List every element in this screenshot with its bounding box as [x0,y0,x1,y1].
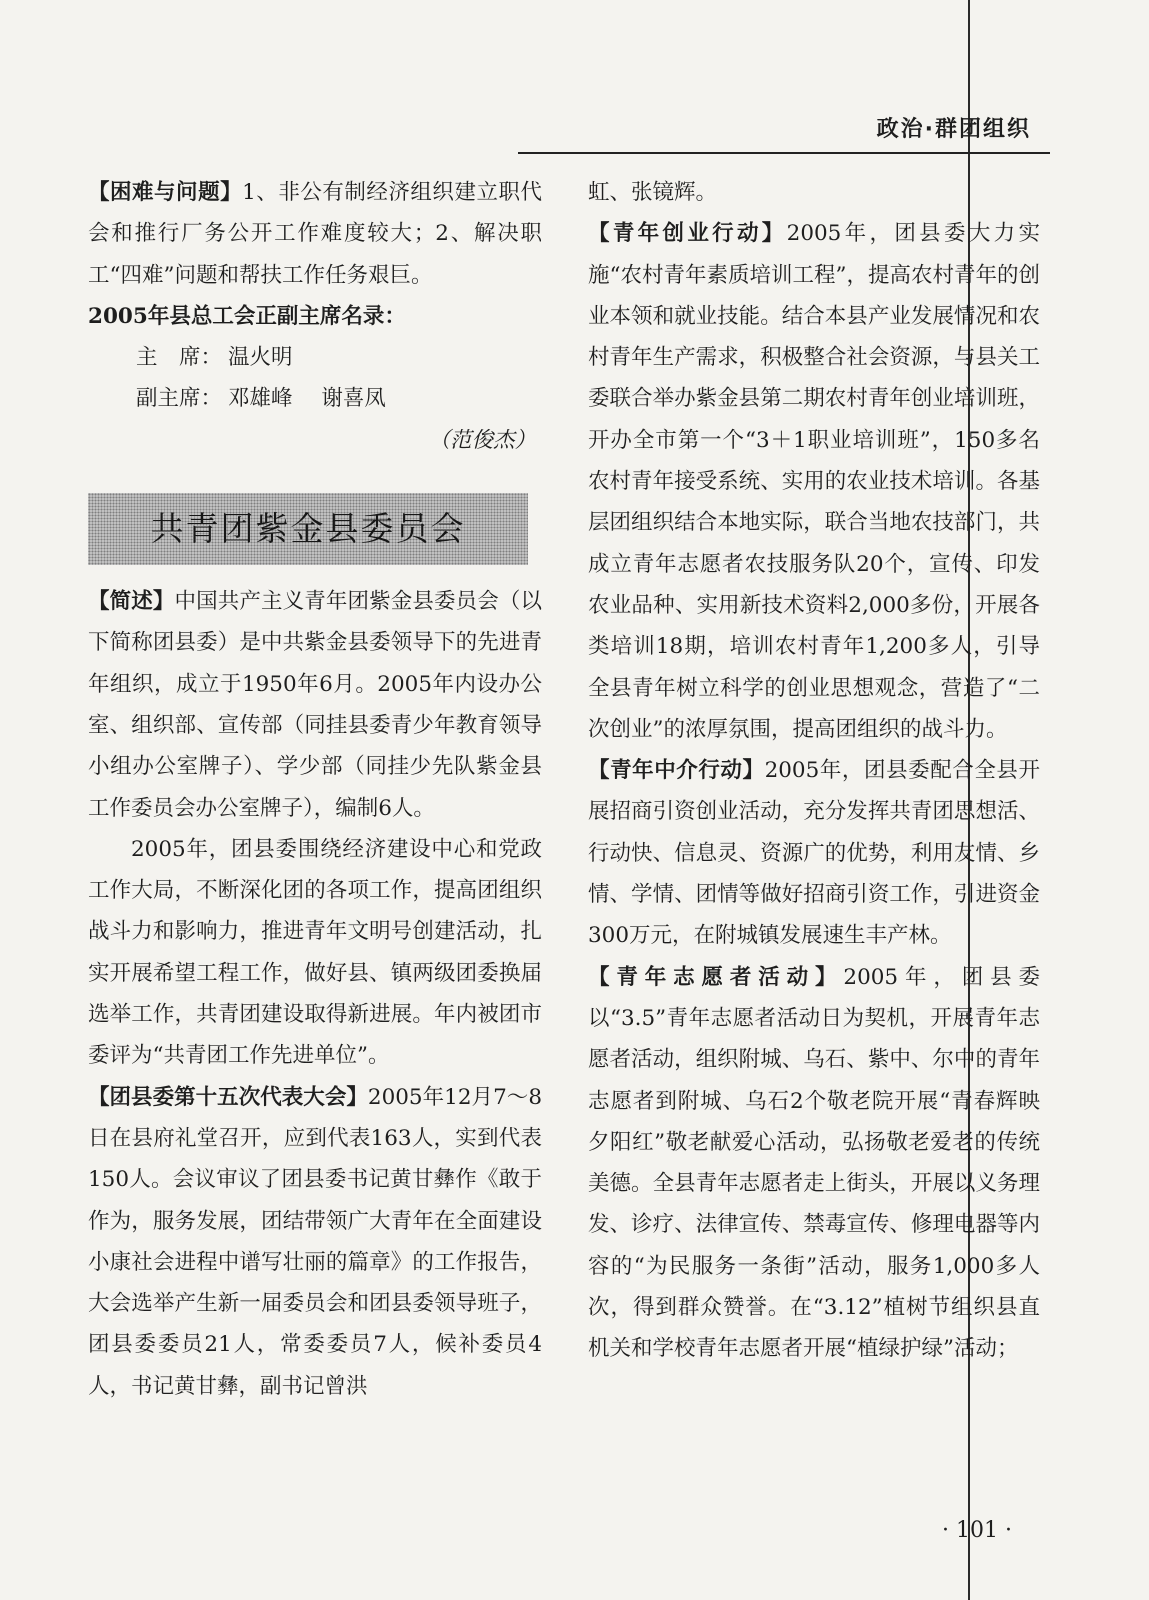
roster-chair [88,337,542,378]
difficulty-paragraph [88,172,542,296]
roster-vice-chair [88,378,542,419]
entrepreneurship-paragraph [588,213,1040,750]
left-column [88,172,542,1407]
overview-text: 中国共产主义青年团紫金县委员会（以下简称团县委）是中共紫金县委领导下的先进青年组织，成立于1950年6月。2005年内设办公室、组织部、宣传部（同挂县委青少年教育领导小组办公室牌子）、学少部（同挂少先队紫金县工作委员会办公室牌子），编制6人。 [88,589,542,821]
vice-name-2: 谢喜凤 [321,386,386,412]
author-credit: （范俊杰） [428,427,536,453]
section-banner: 共青团紫金县委员会 [88,493,528,565]
vice-name-1: 邓雄峰 [228,386,293,412]
overview-paragraph [88,581,542,829]
page-number: · 101 · [942,1518,1012,1543]
congress-text: 2005年12月7～8日在县府礼堂召开，应到代表163人，实到代表150人。会议审议了团县委书记黄甘彝作《敢于作为，服务发展，团结带领广大青年在全面建设小康社会进程中谱写壮丽的篇章》的工作报告，大会选举产生新一届委员会和团县委领导班子，团县委委员21人，常委委员7人，候补委员4人，书记黄甘彝，副书记曾洪 [88,1084,542,1399]
vice-label: 副主席： [136,386,223,412]
volunteer-tag: 【青年志愿者活动】 [588,964,844,990]
entrepreneurship-text: 2005年，团县委大力实施“农村青年素质培训工程”，提高农村青年的创业本领和就业技能。结合本县产业发展情况和农村青年生产需求，积极整合社会资源，与县关工委联合举办紫金县第二期农村青年创业培训班，开办全市第一个“3＋1职业培训班”，150多名农村青年接受系统、实用的农业技术培训。各基层团组织结合本地实际，联合当地农技部门，共成立青年志愿者农技服务队20个，宣传、印发农业品种、实用新技术资料2,000多份，开展各类培训18期，培训农村青年1,200多人，引导全县青年树立科学的创业思想观念，营造了“二次创业”的浓厚氛围，提高团组织的战斗力。 [588,221,1040,742]
congress-tag: 【团县委第十五次代表大会】 [88,1084,368,1110]
volunteer-text: 2005年，团县委以“3.5”青年志愿者活动日为契机，开展青年志愿者活动，组织附城、乌石、紫中、尔中的青年志愿者到附城、乌石2个敬老院开展“青春辉映夕阳红”敬老献爱心活动，弘扬敬老爱老的传统美德。全县青年志愿者走上街头，开展以义务理发、诊疗、法律宣传、禁毒宣传、修理电器等内容的“为民服务一条街”活动，服务1,000多人次，得到群众赞誉。在“3.12”植树节组织县直机关和学校青年志愿者开展“植绿护绿”活动； [588,964,1040,1362]
header-rule [518,152,1050,154]
work-summary-paragraph: 2005年，团县委围绕经济建设中心和党政工作大局，不断深化团的各项工作，提高团组织战斗力和影响力，推进青年文明号创建活动，扎实开展希望工程工作，做好县、镇两级团委换届选举工作，共青团建设取得新进展。年内被团市委评为“共青团工作先进单位”。 [88,836,542,1069]
running-header: 政治·群团组织 [876,117,1031,142]
right-column [588,172,1040,1370]
congress-continuation: 虹、张镜辉。 [588,180,718,205]
entrepreneurship-tag: 【青年创业行动】 [588,221,787,247]
roster-title: 2005年县总工会正副主席名录： [88,303,406,329]
section-banner-wrap [88,461,542,581]
agency-tag: 【青年中介行动】 [588,758,765,784]
overview-tag: 【简述】 [88,589,175,615]
difficulty-text: 1、非公有制经济组织建立职代会和推行厂务公开工作难度较大；2、解决职工“四难”问题和帮扶工作任务艰巨。 [88,180,542,288]
volunteer-paragraph [588,957,1040,1370]
chair-label: 主 席： [136,345,223,371]
agency-text: 2005年，团县委配合全县开展招商引资创业活动，充分发挥共青团思想活、行动快、信息灵、资源广的优势，利用友情、乡情、学情、团情等做好招商引资工作，引进资金300万元，在附城镇发展速生丰产林。 [588,758,1040,949]
congress-paragraph [88,1077,542,1407]
agency-paragraph [588,750,1040,956]
chair-name: 温火明 [228,345,293,371]
difficulty-tag: 【困难与问题】 [88,180,243,205]
